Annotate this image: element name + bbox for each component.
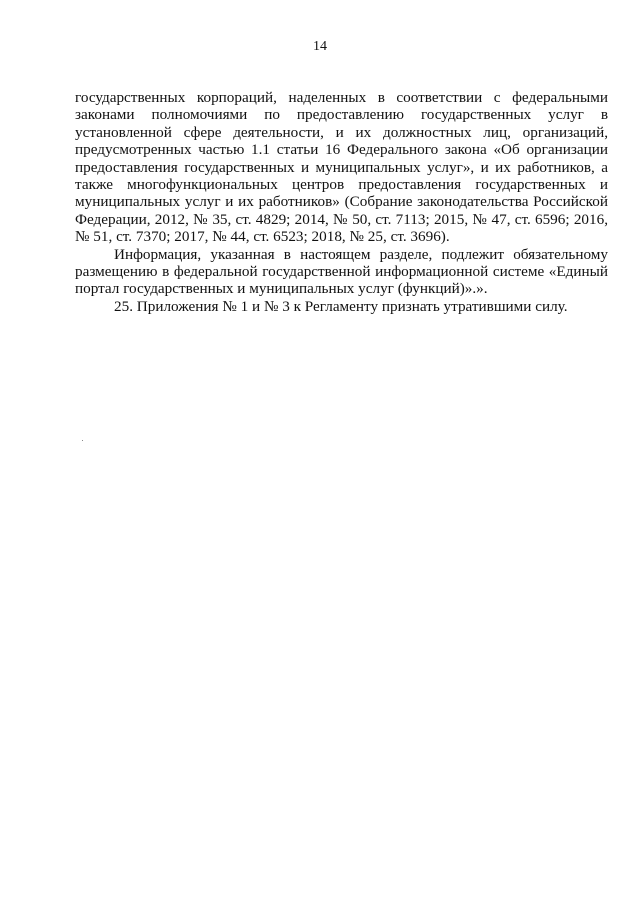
text-line: размещению в федеральной государственной информационной системе «Единый [75, 263, 608, 281]
text-line: предоставления государственных и муниципальных услуг», и их работников, а [75, 158, 608, 176]
text-line: муниципальных услуг и их работников» (Собрание законодательства Российской [75, 193, 608, 211]
document-body [75, 89, 608, 315]
text-line: предусмотренных частью 1.1 статьи 16 Федерального закона «Об организации [75, 141, 608, 159]
text-line: государственных корпораций, наделенных в соответствии с федеральными [75, 89, 608, 106]
text-line: портал государственных и муниципальных услуг (функций)».». [75, 280, 488, 298]
paragraph-continuation [75, 89, 608, 246]
text-line: Федерации, 2012, № 35, ст. 4829; 2014, № 50, ст. 7113; 2015, № 47, ст. 6596; 2016, [75, 210, 608, 228]
paragraph-information [75, 246, 608, 298]
text-line: также многофункциональных центров предоставления государственных и [75, 176, 608, 194]
text-line: установленной сфере деятельности, и их должностных лиц, организаций, [75, 123, 608, 141]
scan-speck [82, 440, 83, 441]
page-number: 14 [313, 39, 327, 54]
text-line: № 51, ст. 7370; 2017, № 44, ст. 6523; 2018, № 25, ст. 3696). [75, 228, 450, 246]
text-line: 25. Приложения № 1 и № 3 к Регламенту признать утратившими силу. [114, 297, 568, 315]
text-line: законами полномочиями по предоставлению государственных услуг в [75, 106, 608, 124]
text-line: Информация, указанная в настоящем разделе, подлежит обязательному [114, 245, 608, 263]
paragraph-item-25 [75, 298, 608, 315]
